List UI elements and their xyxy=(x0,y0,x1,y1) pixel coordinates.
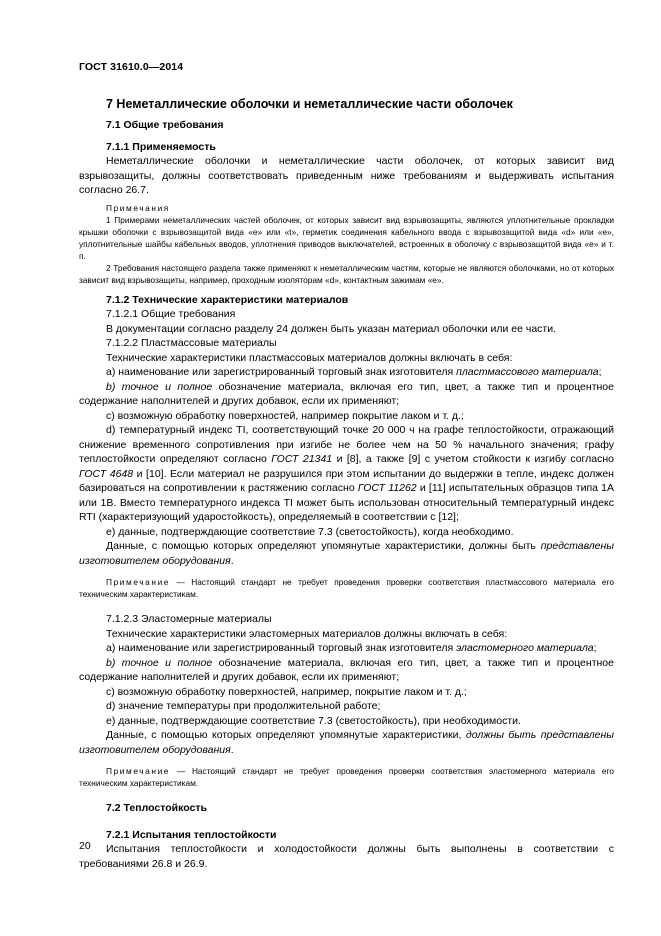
list-item-plastic-a: а) наименование или зарегистрированный торговый знак изготовителя пластмассового материала; xyxy=(106,366,602,378)
section-7-1-2-1-heading: 7.1.2.1 Общие требования xyxy=(106,308,236,320)
section-7-2-1-heading: 7.2.1 Испытания теплостойкости xyxy=(106,828,277,841)
note-1: 1 Примерами неметаллических частей оболочек, от которых зависит вид взрывозащиты, являются уплотнительные прокладки крышки оболочки с взрывозащитой вида «е» или «t», герметик соединения кабельного ввода с взрывозащитой вида «d» или «е», уплотнительные шайбы кабельных вводов, уплотнения приводов выключателей, встроенных в оболочку с взрывозащитой вида «е» и т. п. xyxy=(79,214,614,261)
paragraph-plastic-data: Данные, с помощью которых определяют упомянутые характеристики, должны быть представлены изготовителем оборудования. xyxy=(79,540,614,567)
list-item-plastic-d: d) температурный индекс TI, соответствующий точке 20 000 ч на графе теплостойкости, отражающий снижение временного сопротивления при изгибе не более чем на 50 % начального значения; графу теплостойкости определяют согласно ГОСТ 21341 и [8], а также [9] с учетом стойкости к изгибу согласно ГОСТ 4648 и [10]. Если материал не разрушился при этом испытании до выдержки в тепле, индекс должен базироваться на сопротивлении к растяжению согласно ГОСТ 11262 и [11] испытательных образцов типа 1А или 1В. Вместо температурного индекса TI может быть использован относительный температурный индекс RTI (характеризующий ударостойкость), определяемый в соответствии с [12]; xyxy=(79,424,615,523)
note-elastomer: Примечание — Настоящий стандарт не требует проведения проверки соответствия эластомерного материала его техническим характеристикам. xyxy=(79,766,614,788)
section-7-1-2-heading: 7.1.2 Технические характеристики материалов xyxy=(106,293,349,306)
list-item-plastic-c: с) возможную обработку поверхностей, например покрытие лаком и т. д.; xyxy=(106,409,464,422)
notes-title: Примечания xyxy=(106,202,170,213)
section-7-1-heading: 7.1 Общие требования xyxy=(106,119,224,131)
page-number: 20 xyxy=(79,840,91,852)
paragraph-7-2-1: Испытания теплостойкости и холодостойкости должны быть выполнены в соответствии с требованиями 26.8 и 26.9. xyxy=(79,843,614,870)
section-7-1-2-2-heading: 7.1.2.2 Пластмассовые материалы xyxy=(106,337,277,349)
section-7-heading: 7 Неметаллические оболочки и неметаллические части оболочек xyxy=(106,97,513,111)
paragraph-7-1-2-3-intro: Технические характеристики эластомерных материалов должны включать в себя: xyxy=(106,627,508,640)
document-body xyxy=(79,96,614,871)
list-item-plastic-b: b) точное и полное обозначение материала, включая его тип, цвет, а также тип и процентное содержание наполнителей и других добавок, если их применяют; xyxy=(79,380,614,407)
section-7-1-1-heading: 7.1.1 Применяемость xyxy=(106,140,216,153)
list-item-plastic-e: е) данные, подтверждающие соответствие 7.3 (светостойкость), когда необходимо. xyxy=(106,525,514,538)
section-7-2-heading: 7.2 Теплостойкость xyxy=(106,802,207,814)
paragraph-elastomer-data: Данные, с помощью которых определяют упомянутые характеристики, должны быть представлены изготовителем оборудования. xyxy=(79,729,615,756)
note-2: 2 Требования настоящего раздела также применяют к неметаллическим частям, которые не являются оболочками, но от которых зависит вид взрывозащиты, например, проходным изоляторам «d», контактным зажимам «е». xyxy=(79,262,614,285)
note-plastic: Примечание — Настоящий стандарт не требует проведения проверки соответствия пластмассового материала его техническим характеристикам. xyxy=(79,577,614,599)
document-header: ГОСТ 31610.0—2014 xyxy=(79,61,184,73)
paragraph-7-1-1: Неметаллические оболочки и неметаллические части оболочек, от которых зависит вид взрывозащиты, должны соответствовать приведенным ниже требованиям и выдерживать испытания согласно 26.7. xyxy=(79,155,614,196)
list-item-elastomer-c: с) возможную обработку поверхностей, например, покрытие лаком и т. д.; xyxy=(106,685,467,698)
list-item-elastomer-a: а) наименование или зарегистрированный торговый знак изготовителя эластомерного материала; xyxy=(106,642,597,654)
section-7-1-2-3-heading: 7.1.2.3 Эластомерные материалы xyxy=(106,613,272,625)
paragraph-7-1-2-1: В документации согласно разделу 24 должен быть указан материал оболочки или ее части. xyxy=(106,322,557,335)
list-item-elastomer-d: d) значение температуры при продолжительной работе; xyxy=(106,700,381,712)
list-item-elastomer-b: b) точное и полное обозначение материала, включая его тип, цвет, а также тип и процентное содержание наполнителей и других добавок, если их применяют; xyxy=(79,656,614,683)
list-item-elastomer-e: е) данные, подтверждающие соответствие 7.3 (светостойкость), при необходимости. xyxy=(106,714,521,727)
paragraph-7-1-2-2-intro: Технические характеристики пластмассовых материалов должны включать в себя: xyxy=(106,351,513,364)
